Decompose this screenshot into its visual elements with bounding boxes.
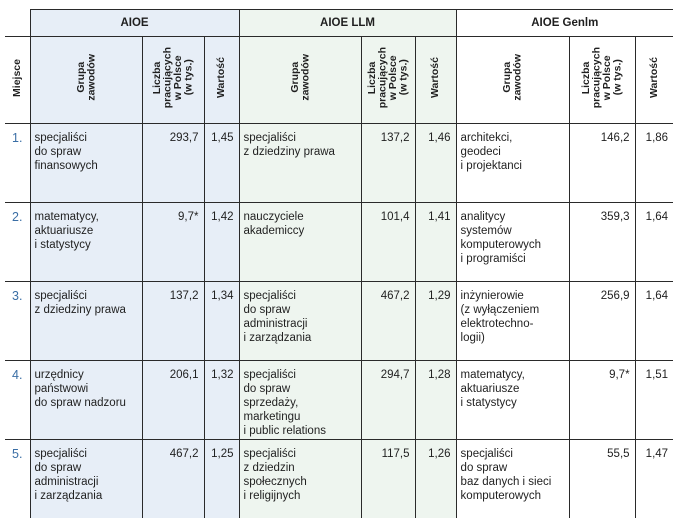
aioe-grupa-cell: matematycy, aktuariusze i statystycy	[30, 203, 142, 282]
llm-wartosc-cell: 1,26	[415, 440, 456, 518]
group-header-aioe: AIOE	[30, 10, 239, 37]
llm-liczba-cell: 467,2	[361, 282, 415, 361]
llm-liczba-cell: 117,5	[361, 440, 415, 518]
llm-liczba-cell: 294,7	[361, 361, 415, 440]
rank-cell: 5.	[5, 440, 30, 518]
header-miejsce	[5, 37, 30, 124]
llm-grupa-cell: specjaliści do spraw sprzedaży, marketingu i public relations	[239, 361, 361, 440]
header-genlm-grupa	[456, 37, 569, 124]
header-miejsce-label: Miejsce	[12, 59, 23, 97]
llm-grupa-cell: specjaliści do spraw administracji i zarządzania	[239, 282, 361, 361]
genlm-wartosc-cell: 1,86	[635, 124, 673, 203]
genlm-wartosc-cell: 1,64	[635, 282, 673, 361]
llm-wartosc-cell: 1,28	[415, 361, 456, 440]
column-header-row	[5, 37, 673, 124]
header-aioe-grupa	[30, 37, 142, 124]
header-liczba-label: Liczba pracujących w Polsce (w tys.)	[152, 47, 194, 108]
aioe-liczba-cell: 206,1	[142, 361, 204, 440]
header-wartosc-label: Wartość	[430, 57, 441, 98]
genlm-grupa-cell: inżynierowie (z wyłączeniem elektrotechno- logii)	[456, 282, 569, 361]
llm-liczba-cell: 101,4	[361, 203, 415, 282]
genlm-liczba-cell: 359,3	[569, 203, 635, 282]
table-row	[5, 203, 673, 282]
llm-wartosc-cell: 1,29	[415, 282, 456, 361]
llm-liczba-cell: 137,2	[361, 124, 415, 203]
llm-grupa-cell: nauczyciele akademiccy	[239, 203, 361, 282]
aioe-liczba-cell: 293,7	[142, 124, 204, 203]
genlm-liczba-cell: 55,5	[569, 440, 635, 518]
table-row	[5, 361, 673, 440]
group-header-aioe-genlm: AIOE Genlm	[456, 10, 673, 37]
rank-cell: 1.	[5, 124, 30, 203]
aioe-grupa-cell: specjaliści do spraw finansowych	[30, 124, 142, 203]
genlm-wartosc-cell: 1,47	[635, 440, 673, 518]
aioe-wartosc-cell: 1,25	[204, 440, 239, 518]
header-aioe-liczba	[142, 37, 204, 124]
genlm-wartosc-cell: 1,51	[635, 361, 673, 440]
header-grupa-label: Grupa zawodów	[502, 54, 523, 101]
genlm-grupa-cell: matematycy, aktuariusze i statystycy	[456, 361, 569, 440]
aioe-grupa-cell: specjaliści z dziedziny prawa	[30, 282, 142, 361]
header-llm-grupa	[239, 37, 361, 124]
rank-cell: 3.	[5, 282, 30, 361]
group-header-row	[5, 10, 673, 37]
llm-wartosc-cell: 1,41	[415, 203, 456, 282]
llm-grupa-cell: specjaliści z dziedzin społecznych i religijnych	[239, 440, 361, 518]
aioe-grupa-cell: specjaliści do spraw administracji i zarządzania	[30, 440, 142, 518]
aioe-liczba-cell: 137,2	[142, 282, 204, 361]
aioe-wartosc-cell: 1,45	[204, 124, 239, 203]
table-row	[5, 124, 673, 203]
header-genlm-wartosc	[635, 37, 673, 124]
llm-wartosc-cell: 1,46	[415, 124, 456, 203]
table-row	[5, 282, 673, 361]
ranking-table	[5, 9, 673, 518]
genlm-liczba-cell: 256,9	[569, 282, 635, 361]
genlm-grupa-cell: analitycy systemów komputerowych i programiści	[456, 203, 569, 282]
header-grupa-label: Grupa zawodów	[290, 54, 311, 101]
genlm-liczba-cell: 146,2	[569, 124, 635, 203]
aioe-grupa-cell: urzędnicy państwowi do spraw nadzoru	[30, 361, 142, 440]
aioe-wartosc-cell: 1,32	[204, 361, 239, 440]
genlm-grupa-cell: specjaliści do spraw baz danych i sieci komputerowych	[456, 440, 569, 518]
header-wartosc-label: Wartość	[649, 57, 660, 98]
corner-cell	[5, 10, 30, 37]
llm-grupa-cell: specjaliści z dziedziny prawa	[239, 124, 361, 203]
aioe-wartosc-cell: 1,42	[204, 203, 239, 282]
genlm-wartosc-cell: 1,64	[635, 203, 673, 282]
table-row	[5, 440, 673, 518]
rank-cell: 2.	[5, 203, 30, 282]
header-llm-wartosc	[415, 37, 456, 124]
header-liczba-label: Liczba pracujących w Polsce (w tys.)	[367, 47, 409, 108]
header-grupa-label: Grupa zawodów	[76, 54, 97, 101]
genlm-liczba-cell: 9,7*	[569, 361, 635, 440]
aioe-liczba-cell: 467,2	[142, 440, 204, 518]
aioe-liczba-cell: 9,7*	[142, 203, 204, 282]
rank-cell: 4.	[5, 361, 30, 440]
header-wartosc-label: Wartość	[216, 57, 227, 98]
header-liczba-label: Liczba pracujących w Polsce (w tys.)	[581, 47, 623, 108]
header-aioe-wartosc	[204, 37, 239, 124]
genlm-grupa-cell: architekci, geodeci i projektanci	[456, 124, 569, 203]
group-header-aioe-llm: AIOE LLM	[239, 10, 456, 37]
header-llm-liczba	[361, 37, 415, 124]
header-genlm-liczba	[569, 37, 635, 124]
aioe-wartosc-cell: 1,34	[204, 282, 239, 361]
